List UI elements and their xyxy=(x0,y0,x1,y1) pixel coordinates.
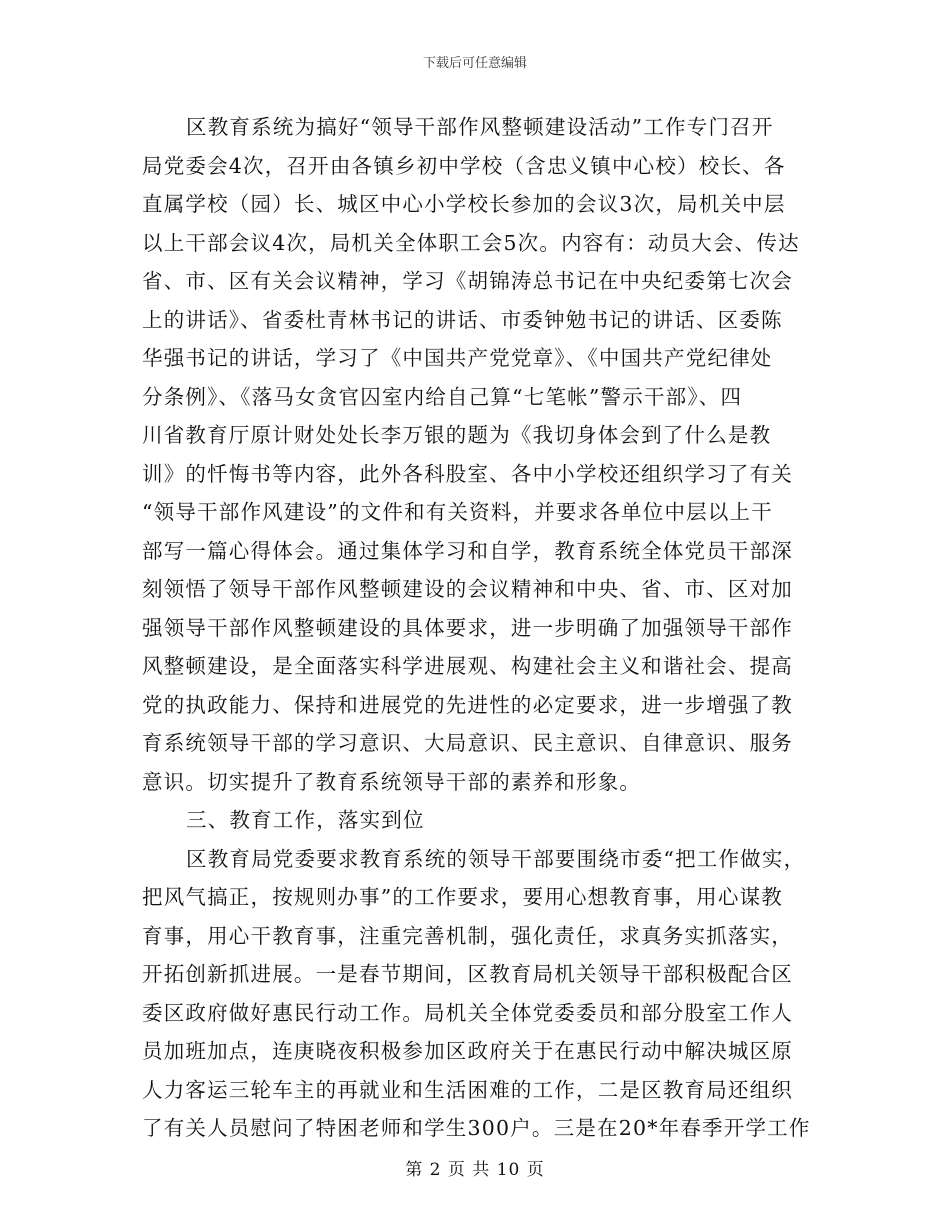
text-line: 员加班加点，连庚晓夜积极参加区政府关于在惠民行动中解决城区原 xyxy=(142,1039,793,1063)
text-line: 以上干部会议4次，局机关全体职工会5次。内容有：动员大会、传达 xyxy=(142,230,800,255)
text-line: 训》的忏悔书等内容，此外各科股室、各中小学校还组织学习了有关 xyxy=(142,461,793,486)
text-line: 华强书记的讲话，学习了《中国共产党党章》、《中国共产党纪律处 xyxy=(142,346,773,370)
text-line: 部写一篇心得体会。通过集体学习和自学，教育系统全体党员干部深 xyxy=(142,538,793,563)
text-line: 刻领悟了领导干部作风整顿建设的会议精神和中央、省、市、区对加 xyxy=(142,577,793,601)
page-header: 下载后可任意编辑 xyxy=(422,56,527,71)
text-line: 直属学校（园）长、城区中心小学校长参加的会议3次，局机关中层 xyxy=(142,192,786,216)
text-line: 区教育局党委要求教育系统的领导干部要围绕市委“把工作做实， xyxy=(186,846,806,871)
text-line: 了有关人员慰问了特困老师和学生300户。三是在20*年春季开学工作 xyxy=(142,1116,811,1140)
text-line: 强领导干部作风整顿建设的具体要求，进一步明确了加强领导干部作 xyxy=(142,615,793,640)
text-line: “领导干部作风建设”的文件和有关资料，并要求各单位中层以上干 xyxy=(142,500,773,524)
text-line: 意识。切实提升了教育系统领导干部的素养和形象。 xyxy=(142,769,642,794)
text-line: 分条例》、《落马女贪官囚室内给自己算“七笔帐”警示干部》、四 xyxy=(142,384,743,409)
text-line: 育系统领导干部的学习意识、大局意识、民主意识、自律意识、服务 xyxy=(142,731,793,755)
text-line: 区教育系统为搞好“领导干部作风整顿建设活动”工作专门召开 xyxy=(186,115,774,139)
text-line: 把风气搞正，按规则办事”的工作要求，要用心想教育事，用心谋教 xyxy=(142,885,783,909)
text-line: 开拓创新抓进展。一是春节期间，区教育局机关领导干部积极配合区 xyxy=(142,962,793,986)
text-line: 党的执政能力、保持和进展党的先进性的必定要求，进一步增强了教 xyxy=(142,692,793,717)
document-body xyxy=(142,108,812,1148)
text-line: 川省教育厅原计财处处长李万银的题为《我切身体会到了什么是教 xyxy=(142,423,772,447)
text-line: 局党委会4次，召开由各镇乡初中学校（含忠义镇中心校）校长、各 xyxy=(142,153,786,178)
text-line: 育事，用心干教育事，注重完善机制，强化责任，求真务实抓落实， xyxy=(142,923,793,948)
text-line: 风整顿建设，是全面落实科学进展观、构建社会主义和谐社会、提高 xyxy=(142,654,793,678)
text-line: 上的讲话》、省委杜青林书记的讲话、市委钟勉书记的讲话、区委陈 xyxy=(142,307,783,332)
text-line: 人力客运三轮车主的再就业和生活困难的工作，二是区教育局还组织 xyxy=(142,1077,793,1102)
text-line: 三、教育工作，落实到位 xyxy=(186,808,425,832)
text-line: 委区政府做好惠民行动工作。局机关全体党委委员和部分股室工作人 xyxy=(142,1000,793,1025)
page-number-footer: 第 2 页 共 10 页 xyxy=(405,1160,545,1180)
text-line: 省、市、区有关会议精神，学习《胡锦涛总书记在中央纪委第七次会 xyxy=(142,269,793,293)
